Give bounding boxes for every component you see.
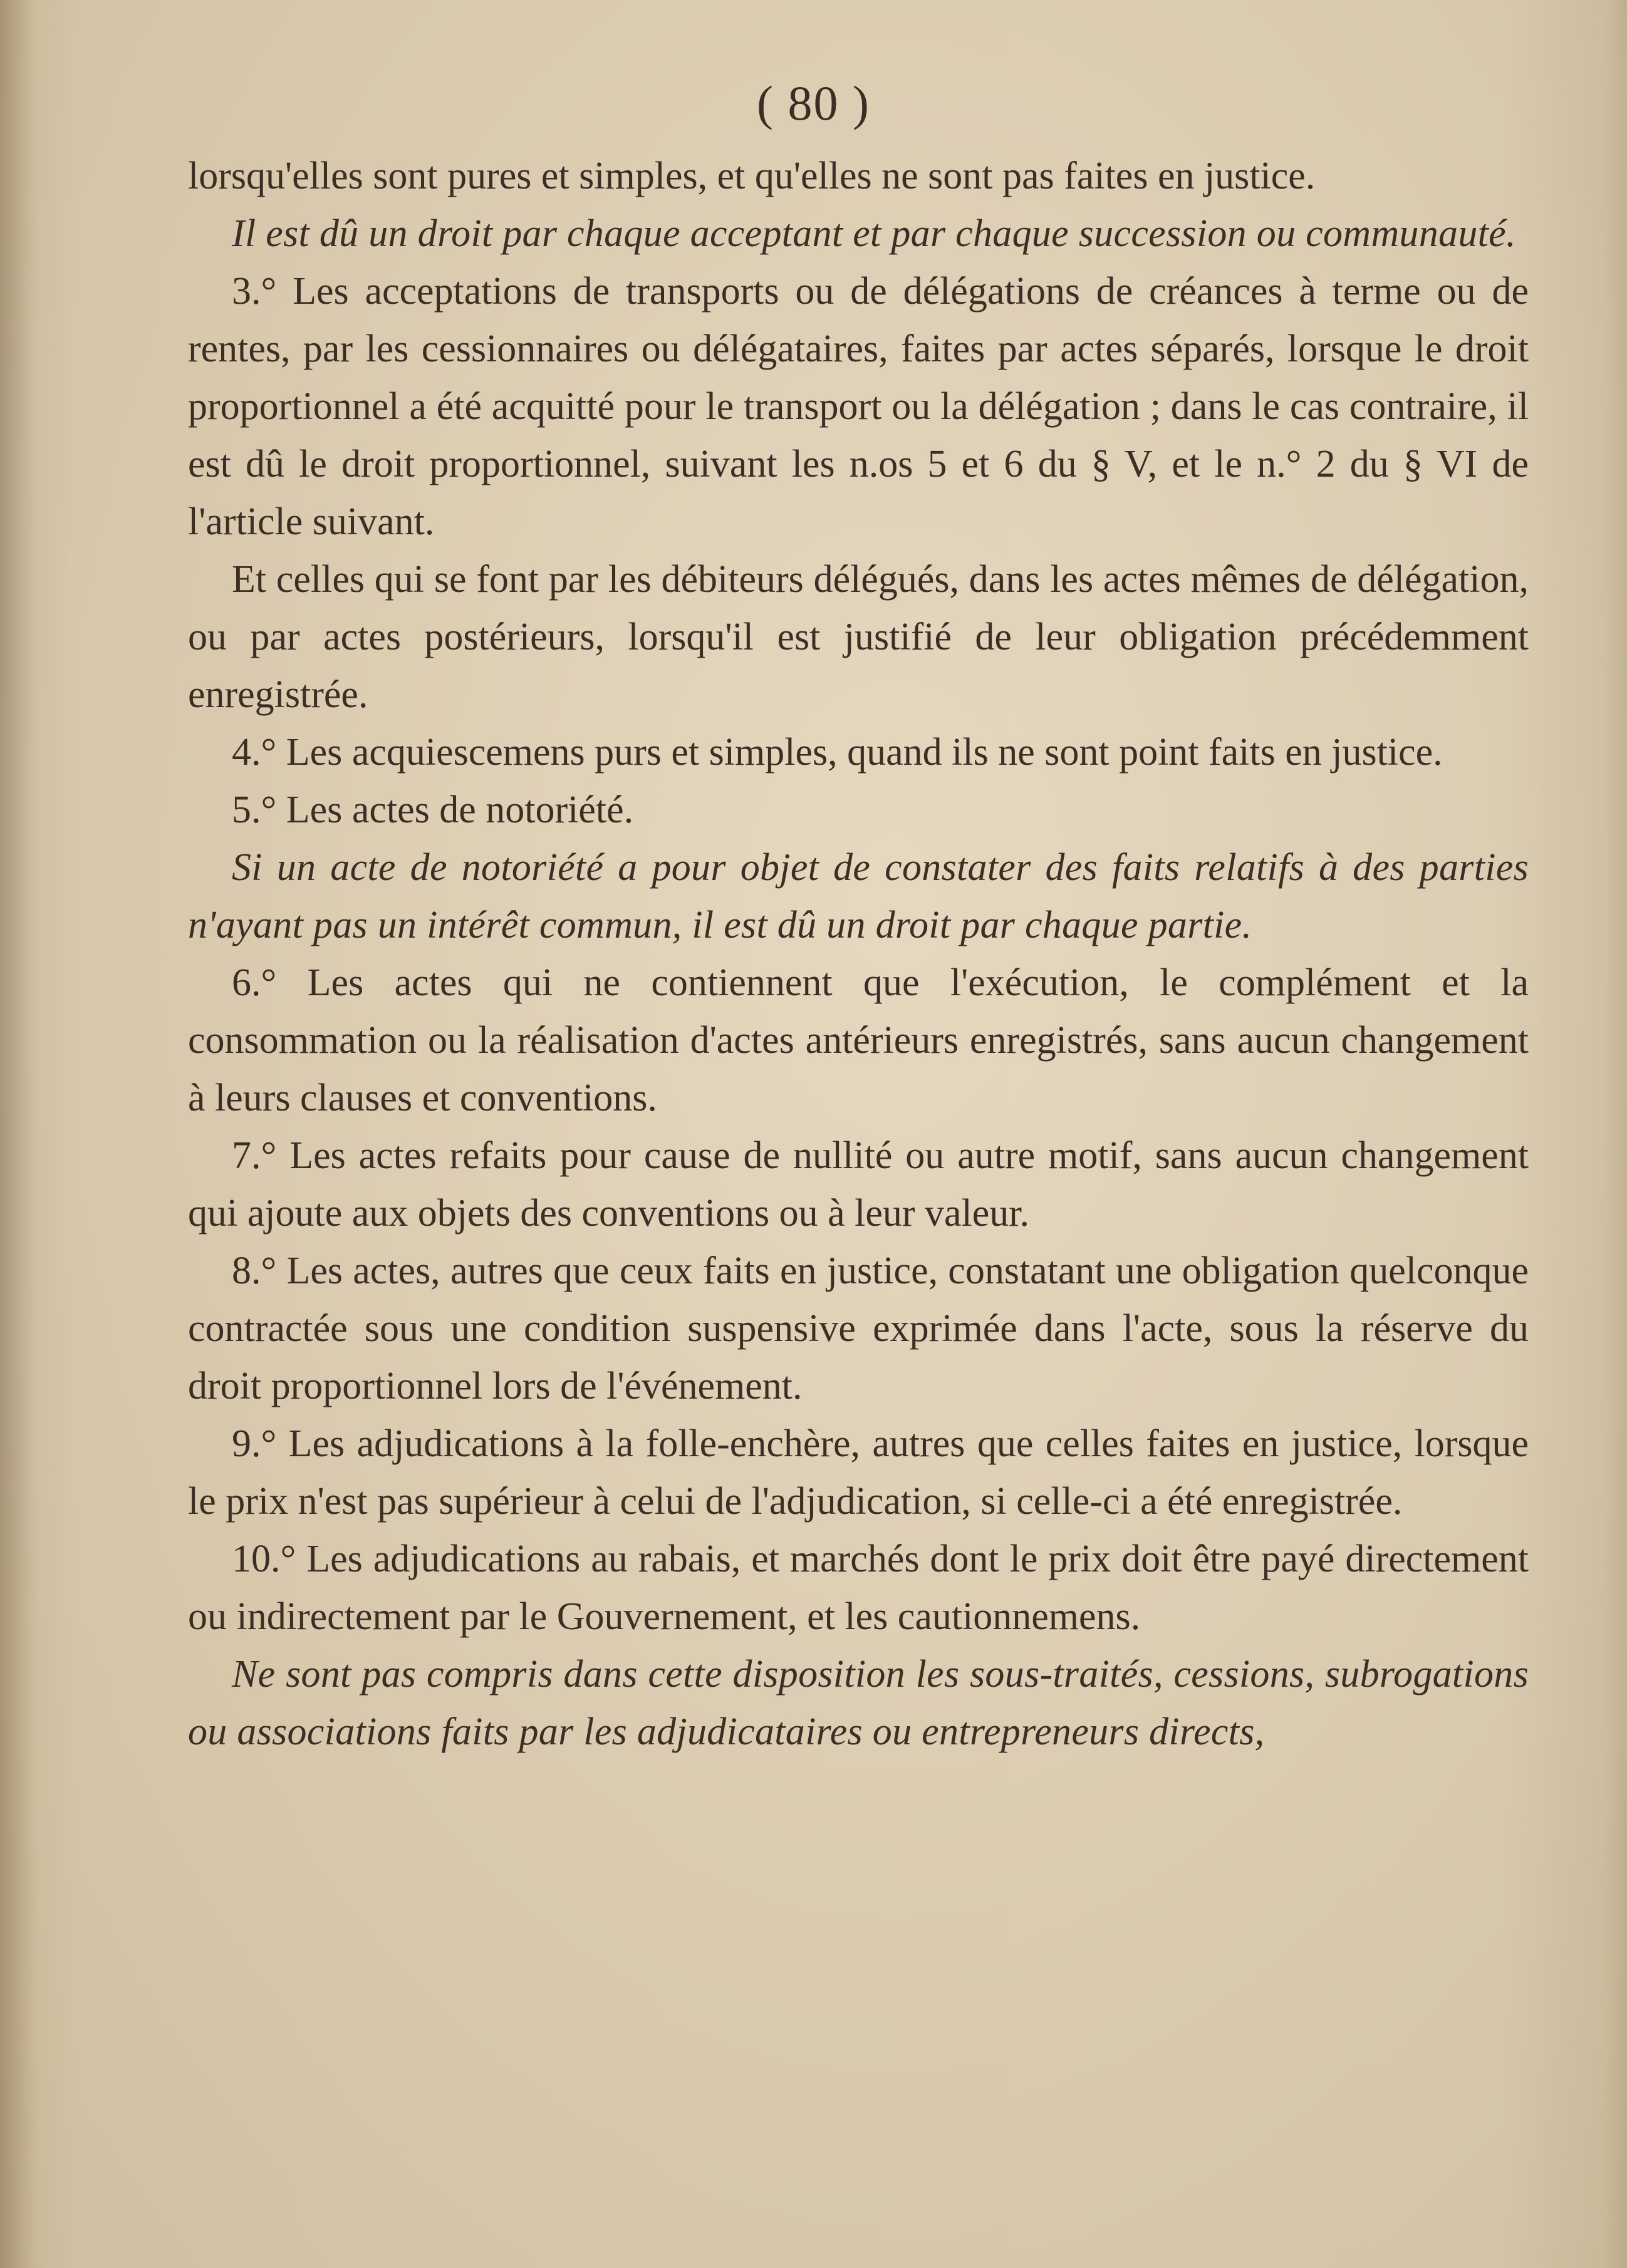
paragraph-item-5: 5.° Les actes de notoriété. xyxy=(232,789,634,831)
paragraph-item-10: 10.° Les adjudications au rabais, et marchés dont le prix doit être payé directement ou indirectement par le Gouvernement, et les cautionnemens. xyxy=(188,1538,1529,1638)
paragraph-item-3: 3.° Les acceptations de transports ou de délégations de créances à terme ou de rentes, par les cessionnaires ou délégataires, faites par actes séparés, lorsque le droit proportionnel a été acquitté pour le transport ou la délégation ; dans le cas contraire, il est dû le droit proportionnel, suivant les n.os 5 et 6 du § V, et le n.° 2 du § VI de l'article suivant. xyxy=(188,270,1529,543)
paragraph-item-9: 9.° Les adjudications à la folle-enchère, autres que celles faites en justice, lorsque le prix n'est pas supérieur à celui de l'adjudication, si celle-ci a été enregistrée. xyxy=(188,1422,1529,1523)
paragraph-1: lorsqu'elles sont pures et simples, et qu'elles ne sont pas faites en justice. xyxy=(188,155,1316,197)
paragraph-item-6: 6.° Les actes qui ne contiennent que l'exécution, le complément et la consommation ou la réalisation d'actes antérieurs enregistrés, sans aucun changement à leurs clauses et conventions. xyxy=(188,961,1529,1119)
paragraph-item-4: 4.° Les acquiescemens purs et simples, quand ils ne sont point faits en justice. xyxy=(232,731,1443,774)
paragraph-2-italic-note: Il est dû un droit par chaque acceptant et par chaque succession ou communauté. xyxy=(232,212,1516,255)
page-number: ( 80 ) xyxy=(757,76,870,130)
paragraph-item-3-continued: Et celles qui se font par les débiteurs délégués, dans les actes mêmes de délégation, ou par actes postérieurs, lorsqu'il est justifié de leur obligation précédemment enregistrée. xyxy=(188,558,1529,716)
paragraph-item-5-italic-note: Si un acte de notoriété a pour objet de constater des faits relatifs à des parties n'ayant pas un intérêt commun, il est dû un droit par chaque partie. xyxy=(188,846,1529,946)
paragraph-item-8: 8.° Les actes, autres que ceux faits en justice, constatant une obligation quelconque contractée sous une condition suspensive exprimée dans l'acte, sous la réserve du droit proportionnel lors de l'événement. xyxy=(188,1250,1529,1407)
paragraph-item-7: 7.° Les actes refaits pour cause de nullité ou autre motif, sans aucun changement qui ajoute aux objets des conventions ou à leur valeur. xyxy=(188,1134,1529,1235)
paragraph-item-10-italic-note: Ne sont pas compris dans cette disposition les sous-traités, cessions, subrogations ou associations faits par les adjudicataires ou entrepreneurs directs, xyxy=(188,1653,1529,1753)
page-edge-shadow xyxy=(0,0,38,2268)
text-body xyxy=(188,147,1529,1761)
